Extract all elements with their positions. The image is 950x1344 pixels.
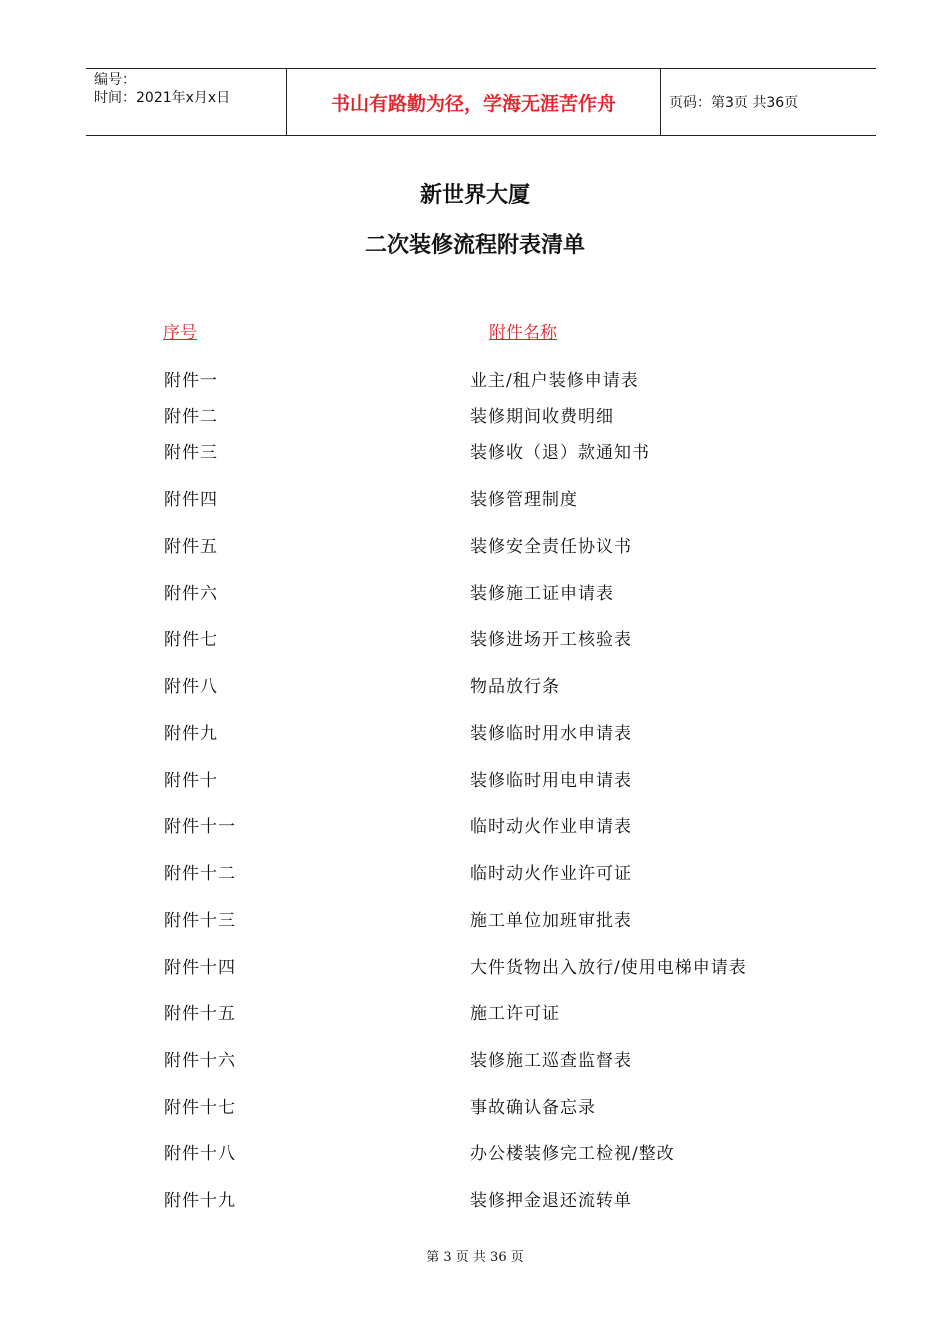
attachment-name: 装修施工证申请表	[470, 584, 614, 604]
header-number-label: 编号：	[94, 72, 136, 88]
attachment-name: 装修施工巡查监督表	[470, 1051, 632, 1071]
list-item	[0, 1139, 950, 1163]
list-item	[0, 719, 950, 743]
attachment-name: 装修安全责任协议书	[470, 537, 632, 557]
header-page-label: 页码：第3页 共36页	[669, 95, 799, 111]
attachment-number: 附件六	[164, 584, 218, 604]
header-motto: 书山有路勤为径，学海无涯苦作舟	[287, 69, 661, 135]
attachment-name: 临时动火作业许可证	[470, 864, 632, 884]
attachment-name: 装修押金退还流转单	[470, 1191, 632, 1211]
attachment-name: 装修收（退）款通知书	[470, 443, 650, 463]
attachment-name: 业主/租户装修申请表	[470, 371, 639, 391]
list-item	[0, 812, 950, 836]
list-item	[0, 485, 950, 509]
attachment-number: 附件九	[164, 724, 218, 744]
attachment-number: 附件十二	[164, 864, 236, 884]
column-header-number: 序号	[163, 323, 197, 343]
attachment-name: 施工单位加班审批表	[470, 911, 632, 931]
list-item	[0, 999, 950, 1023]
page-footer: 第 3 页 共 36 页	[426, 1250, 524, 1265]
list-item	[0, 953, 950, 977]
attachment-number: 附件十八	[164, 1144, 236, 1164]
attachment-number: 附件十三	[164, 911, 236, 931]
attachment-number: 附件十一	[164, 817, 236, 837]
column-header-name: 附件名称	[489, 323, 557, 343]
attachment-number: 附件七	[164, 630, 218, 650]
attachment-number: 附件十六	[164, 1051, 236, 1071]
list-item	[0, 1093, 950, 1117]
attachment-number: 附件五	[164, 537, 218, 557]
list-item	[0, 906, 950, 930]
list-item	[0, 579, 950, 603]
attachment-number: 附件十七	[164, 1098, 236, 1118]
page-header	[86, 68, 876, 136]
list-item	[0, 672, 950, 696]
header-meta	[86, 69, 287, 135]
list-item	[0, 438, 950, 462]
attachment-number: 附件十	[164, 771, 218, 791]
attachment-number: 附件十五	[164, 1004, 236, 1024]
attachment-name: 装修期间收费明细	[470, 407, 614, 427]
list-item	[0, 1046, 950, 1070]
attachment-name: 大件货物出入放行/使用电梯申请表	[470, 958, 747, 978]
list-item	[0, 625, 950, 649]
header-time-label: 时间：2021年x月x日	[94, 90, 231, 106]
attachment-name: 施工许可证	[470, 1004, 560, 1024]
attachment-number: 附件八	[164, 677, 218, 697]
attachment-name: 装修临时用电申请表	[470, 771, 632, 791]
attachment-name: 事故确认备忘录	[470, 1098, 596, 1118]
list-item	[0, 366, 950, 390]
attachment-name: 办公楼装修完工检视/整改	[470, 1144, 675, 1164]
list-item	[0, 532, 950, 556]
document-subtitle: 二次装修流程附表清单	[364, 232, 585, 258]
list-item	[0, 1186, 950, 1210]
list-item	[0, 766, 950, 790]
attachment-name: 物品放行条	[470, 677, 560, 697]
list-item	[0, 402, 950, 426]
attachment-name: 装修临时用水申请表	[470, 724, 632, 744]
attachment-number: 附件二	[164, 407, 218, 427]
attachment-number: 附件一	[164, 371, 218, 391]
attachment-number: 附件三	[164, 443, 218, 463]
document-title: 新世界大厦	[419, 182, 530, 208]
attachment-number: 附件四	[164, 490, 218, 510]
attachment-name: 装修管理制度	[470, 490, 578, 510]
list-item	[0, 859, 950, 883]
attachment-name: 临时动火作业申请表	[470, 817, 632, 837]
attachment-name: 装修进场开工核验表	[470, 630, 632, 650]
attachment-number: 附件十九	[164, 1191, 236, 1211]
attachment-number: 附件十四	[164, 958, 236, 978]
